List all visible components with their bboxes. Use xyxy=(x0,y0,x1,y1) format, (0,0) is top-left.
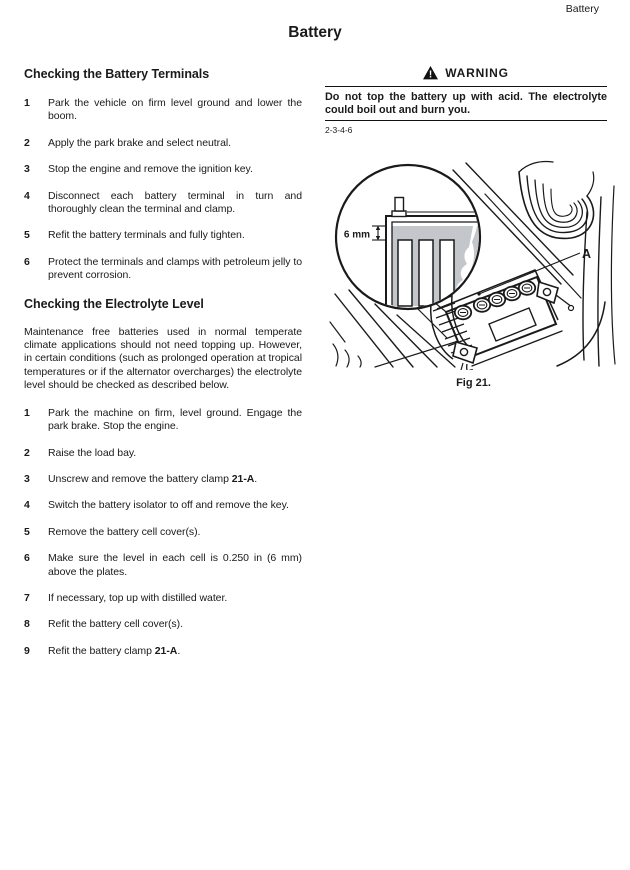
step xyxy=(24,526,302,539)
figure-block xyxy=(325,152,622,389)
step-text-pre: Refit the battery clamp xyxy=(48,644,155,657)
leader-dot xyxy=(477,292,480,295)
step-text-pre: Unscrew and remove the battery clamp xyxy=(48,472,232,485)
step xyxy=(24,137,302,150)
part-label: A xyxy=(582,247,592,261)
warning-text: Do not top the battery up with acid. The electrolyte could boil out and burn you. xyxy=(325,91,607,117)
right-column xyxy=(325,64,607,135)
step xyxy=(24,447,302,460)
step-number: 4 xyxy=(24,499,30,512)
part-reference: 21-A xyxy=(154,644,178,657)
step-text: Disconnect each battery terminal in turn and thoroughly clean the terminal and clamp. xyxy=(48,189,302,216)
rule xyxy=(325,120,607,121)
step xyxy=(24,592,302,605)
step-text: Apply the park brake and select neutral. xyxy=(48,136,232,149)
battery-figure xyxy=(325,152,622,370)
running-header: Battery xyxy=(565,3,599,15)
warning-triangle-icon xyxy=(423,66,438,80)
step xyxy=(24,190,302,217)
part-reference: 21-A xyxy=(231,472,255,485)
step xyxy=(24,552,302,579)
step-number: 6 xyxy=(24,552,30,565)
step-text: If necessary, top up with distilled water. xyxy=(48,591,228,604)
step-number: 9 xyxy=(24,644,30,657)
step-number: 4 xyxy=(24,189,30,202)
dimension-label: 6 mm xyxy=(343,229,370,241)
step-number: 8 xyxy=(24,618,30,631)
cable-loom xyxy=(519,161,594,238)
step-number: 3 xyxy=(24,472,30,485)
step-text xyxy=(48,645,302,658)
step-number: 5 xyxy=(24,229,30,242)
step xyxy=(24,473,302,486)
step-number: 1 xyxy=(24,97,30,109)
step-number: 7 xyxy=(24,591,30,604)
warning-header xyxy=(325,64,607,81)
step-text: Refit the battery terminals and fully tighten. xyxy=(48,229,245,242)
section-intro: Maintenance free batteries used in normal temperate climate applications should not need topping up. However, in certain conditions (such as prolonged operation at tropical temperatures or if the alternator overcharges) the electrolyte level should be checked as described below. xyxy=(24,325,302,392)
page-title: Battery xyxy=(288,24,342,41)
step-text: Park the vehicle on firm level ground and lower the boom. xyxy=(48,97,302,123)
warning-code: 2-3-4-6 xyxy=(325,125,353,136)
step xyxy=(24,645,302,658)
step-text-post: . xyxy=(254,472,258,485)
svg-text:!: ! xyxy=(429,69,433,80)
step-text xyxy=(48,473,302,486)
step-number: 5 xyxy=(24,525,30,538)
step-number: 3 xyxy=(24,163,30,176)
section-heading-electrolyte: Checking the Electrolyte Level xyxy=(24,296,204,311)
step xyxy=(24,229,302,242)
figure-caption: Fig 21. xyxy=(456,377,491,389)
step-text-post: . xyxy=(177,644,181,657)
step-number: 6 xyxy=(24,255,30,268)
step-text: Park the machine on firm, level ground. Engage the park brake. Stop the engine. xyxy=(48,406,302,433)
step-text: Raise the load bay. xyxy=(48,446,137,459)
step-number: 2 xyxy=(24,136,30,149)
step-text: Remove the battery cell cover(s). xyxy=(48,525,201,538)
warning-label: WARNING xyxy=(445,65,509,80)
step xyxy=(24,618,302,631)
step xyxy=(24,407,302,434)
step xyxy=(24,97,302,124)
step-number: 1 xyxy=(24,406,30,419)
step-text: Protect the terminals and clamps with petroleum jelly to prevent corrosion. xyxy=(48,255,302,282)
step-text: Switch the battery isolator to off and remove the key. xyxy=(48,499,289,512)
section-heading-terminals: Checking the Battery Terminals xyxy=(24,67,210,81)
left-column xyxy=(24,66,302,671)
step xyxy=(24,256,302,283)
step-text: Refit the battery cell cover(s). xyxy=(48,618,183,631)
step xyxy=(24,499,302,512)
rule xyxy=(325,86,607,87)
step-text: Stop the engine and remove the ignition key. xyxy=(48,163,253,176)
step-text: Make sure the level in each cell is 0.250 in (6 mm) above the plates. xyxy=(48,552,302,578)
step xyxy=(24,163,302,176)
step-number: 2 xyxy=(24,446,30,459)
